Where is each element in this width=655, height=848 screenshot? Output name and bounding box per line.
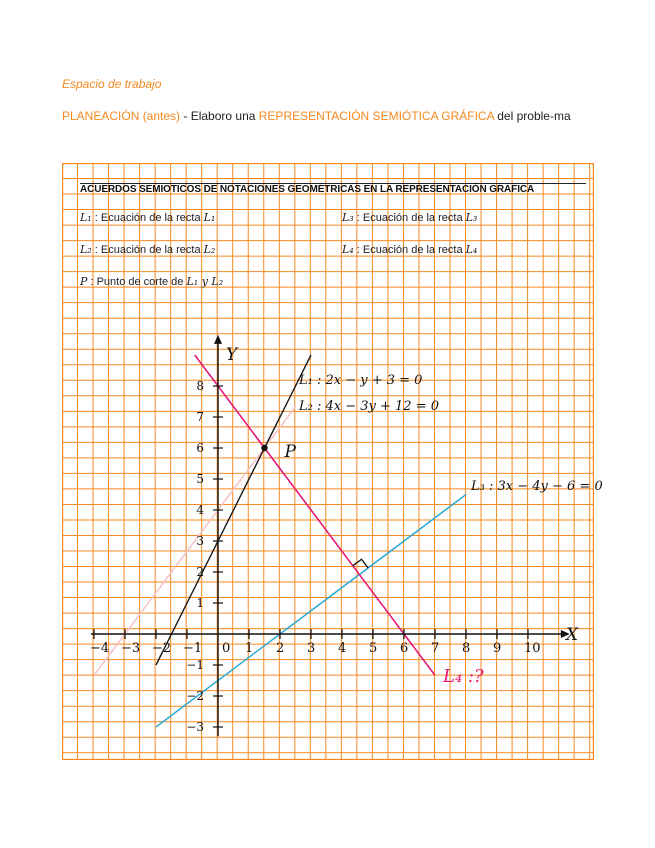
x-tick-label: 5 <box>369 641 378 656</box>
x-tick-label: −2 <box>152 641 172 656</box>
point-p-label: P <box>284 442 296 462</box>
x-tick-label: −3 <box>121 641 141 656</box>
series-line-l1 <box>156 355 311 665</box>
x-axis-label: X <box>566 625 579 645</box>
legend-text: : Punto de corte de <box>87 276 187 288</box>
x-tick-label: 0 <box>222 641 231 656</box>
series-label-l2: L₂ : 4x − 3y + 12 = 0 <box>299 399 439 414</box>
series-label-l1: L₁ : 2x − y + 3 = 0 <box>299 373 423 388</box>
intro-text-1: - Elaboro una <box>180 109 259 123</box>
y-tick-label: 2 <box>196 565 204 579</box>
label-layer <box>90 345 603 734</box>
x-tick-label: 3 <box>307 641 316 656</box>
x-tick-label: 1 <box>245 641 254 656</box>
y-tick-label: −3 <box>186 720 204 734</box>
y-axis-label: Y <box>226 345 238 365</box>
workspace-heading: Espacio de trabajo <box>62 77 162 91</box>
x-tick-label: 2 <box>276 641 285 656</box>
y-tick-label: 6 <box>196 441 204 455</box>
y-tick-label: −1 <box>186 658 204 672</box>
legend-text: : Ecuación de la recta <box>353 212 466 224</box>
representation-highlight: REPRESENTACIÓN SEMIÓTICA GRÁFICA <box>258 109 494 123</box>
legend-ref: L₄ <box>465 243 478 256</box>
legend-symbol: L₁ <box>80 211 92 224</box>
legend-symbol: L₃ <box>342 211 354 224</box>
x-tick-label: −1 <box>183 641 203 656</box>
legend-ref: L₁ y L₂ <box>186 275 224 288</box>
intro-text-2: del proble-ma <box>493 109 571 123</box>
legend-symbol: P <box>80 275 88 288</box>
legend-ref: L₁ <box>203 211 216 224</box>
y-tick-label: 4 <box>196 503 204 517</box>
planning-label: PLANEACIÓN (antes) <box>62 109 181 123</box>
right-angle-marker <box>353 559 368 568</box>
legend-ref: L₃ <box>465 211 478 224</box>
x-tick-label: 4 <box>338 641 347 656</box>
y-tick-label: 7 <box>196 410 204 424</box>
x-tick-label: 10 <box>524 641 541 656</box>
series-label-l3: L₃ : 3x − 4y − 6 = 0 <box>471 479 603 494</box>
legend-title: ACUERDOS SEMIOTICOS DE NOTACIONES GEOMÉTRICAS EN LA REPRESENTACIÓN GRÁFICA <box>80 184 535 195</box>
legend-symbol: L₄ <box>342 243 354 256</box>
y-tick-label: 8 <box>196 379 204 393</box>
y-tick-label: 1 <box>196 596 204 610</box>
y-tick-label: 3 <box>196 534 204 548</box>
legend-text: : Ecuación de la recta <box>91 244 204 256</box>
series-label-l4: L₄ :? <box>443 666 484 687</box>
x-tick-label: −4 <box>90 641 110 656</box>
legend-text: : Ecuación de la recta <box>353 244 466 256</box>
x-tick-label: 6 <box>400 641 409 656</box>
point-p <box>261 445 267 451</box>
y-axis-arrow <box>214 335 222 344</box>
legend-text: : Ecuación de la recta <box>91 212 204 224</box>
x-tick-label: 7 <box>431 641 440 656</box>
legend-symbol: L₂ <box>80 243 92 256</box>
x-tick-label: 8 <box>462 641 471 656</box>
x-tick-label: 9 <box>493 641 502 656</box>
y-tick-label: 5 <box>196 472 204 486</box>
y-tick-label: −2 <box>186 689 204 703</box>
legend-ref: L₂ <box>203 243 216 256</box>
